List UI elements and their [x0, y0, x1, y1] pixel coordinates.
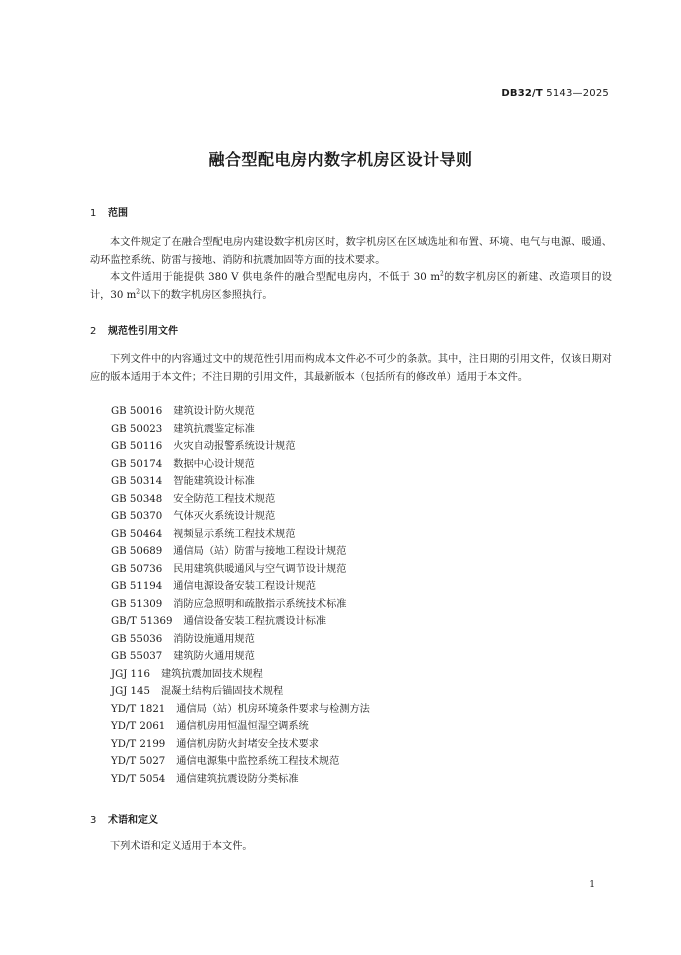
- standard-code: 5143—2025: [546, 88, 609, 99]
- reference-item: [111, 613, 370, 631]
- reference-item: [111, 701, 370, 719]
- reference-item: [111, 526, 370, 544]
- reference-item: [111, 421, 370, 439]
- reference-item: [111, 666, 370, 684]
- reference-item: [111, 508, 370, 526]
- reference-title: 智能建筑设计标准: [173, 476, 255, 487]
- reference-title: 建筑抗震鉴定标准: [173, 423, 255, 435]
- superscript: 2: [440, 270, 444, 278]
- reference-code: GB 50464: [111, 528, 163, 540]
- scope-text-b: 的数字机房区的新建、改造项目的设计，30 m: [90, 272, 612, 301]
- reference-title: 气体灭火系统设计规范: [173, 511, 276, 522]
- section-number: 2: [90, 326, 97, 337]
- reference-code: GB 51194: [111, 581, 163, 592]
- reference-title: 混凝土结构后锚固技术规程: [161, 686, 284, 697]
- section-number: 1: [90, 208, 97, 219]
- reference-title: 通信电源设备安装工程设计规范: [173, 581, 316, 592]
- reference-code: GB 50016: [111, 406, 163, 417]
- reference-title: 通信设备安装工程抗震设计标准: [183, 616, 327, 627]
- reference-title: 通信建筑抗震设防分类标准: [176, 773, 299, 785]
- reference-item: [111, 561, 370, 579]
- reference-title: 视频显示系统工程技术规范: [173, 528, 296, 540]
- reference-item: [111, 753, 370, 771]
- section-title: 规范性引用文件: [108, 326, 178, 337]
- reference-item: [111, 771, 370, 789]
- reference-item: [111, 718, 370, 736]
- reference-title: 建筑设计防火规范: [173, 406, 255, 417]
- section-heading-scope: [90, 204, 128, 219]
- reference-code: GB 51309: [111, 598, 163, 610]
- reference-item: [111, 491, 370, 509]
- scope-paragraph-2: [90, 269, 612, 304]
- reference-title: 建筑抗震加固技术规程: [161, 668, 263, 680]
- reference-code: GB 55037: [111, 651, 163, 662]
- reference-item: [111, 596, 370, 614]
- reference-title: 消防设施通用规范: [173, 633, 255, 645]
- reference-code: JGJ 145: [111, 686, 150, 697]
- section-heading-normative: [90, 322, 178, 337]
- reference-code: YD/T 2061: [111, 721, 166, 732]
- reference-item: [111, 736, 370, 754]
- reference-code: GB 50023: [111, 423, 163, 435]
- section-title: 术语和定义: [108, 815, 158, 826]
- reference-code: GB 50736: [111, 563, 163, 575]
- reference-title: 通信机房用恒温恒湿空调系统: [176, 721, 309, 732]
- reference-item: [111, 543, 370, 561]
- reference-title: 通信机房防火封堵安全技术要求: [176, 738, 319, 750]
- reference-code: JGJ 116: [111, 668, 150, 680]
- reference-item: [111, 631, 370, 649]
- reference-item: [111, 683, 370, 701]
- reference-code: GB 50689: [111, 546, 163, 557]
- reference-item: [111, 648, 370, 666]
- reference-item: [111, 578, 370, 596]
- reference-code: GB 50116: [111, 441, 163, 452]
- scope-text-a: 本文件适用于能提供 380 V 供电条件的融合型配电房内，不低于 30 m: [110, 272, 440, 283]
- reference-title: 建筑防火通用规范: [173, 651, 255, 662]
- section-number: 3: [90, 815, 97, 826]
- reference-code: GB 50174: [111, 458, 163, 470]
- reference-code: GB 50370: [111, 511, 163, 522]
- reference-title: 通信局（站）防雷与接地工程设计规范: [173, 546, 347, 557]
- reference-title: 火灾自动报警系统设计规范: [173, 441, 296, 452]
- reference-code: GB 50314: [111, 476, 163, 487]
- reference-code: GB 50348: [111, 493, 163, 505]
- reference-title: 通信电源集中监控系统工程技术规范: [176, 756, 340, 767]
- reference-code: YD/T 5054: [111, 773, 166, 785]
- reference-item: [111, 473, 370, 491]
- reference-code: GB/T 51369: [111, 616, 173, 627]
- scope-paragraph-1: 本文件规定了在融合型配电房内建设数字机房区时，数字机房区在区域选址和布置、环境、电气与电源、暖通、动环监控系统、防雷与接地、消防和抗震加固等方面的技术要求。: [90, 237, 612, 266]
- reference-code: YD/T 5027: [111, 756, 166, 767]
- page-number: 1: [589, 880, 595, 890]
- reference-code: YD/T 1821: [111, 703, 166, 715]
- terms-intro: 下列术语和定义适用于本文件。: [110, 841, 253, 852]
- normative-intro: 下列文件中的内容通过文中的规范性引用而构成本文件必不可少的条款。其中，注日期的引用文件，仅该日期对应的版本适用于本文件；不注日期的引用文件，其最新版本（包括所有的修改单）适用于本文件。: [90, 354, 612, 383]
- reference-code: YD/T 2199: [111, 738, 166, 750]
- reference-item: [111, 456, 370, 474]
- reference-item: [111, 438, 370, 456]
- reference-code: GB 55036: [111, 633, 163, 645]
- reference-title: 数据中心设计规范: [173, 458, 255, 470]
- scope-text-c: 以下的数字机房区参照执行。: [140, 289, 273, 301]
- reference-title: 通信局（站）机房环境条件要求与检测方法: [176, 703, 370, 715]
- reference-item: [111, 403, 370, 421]
- standard-number: [501, 88, 609, 99]
- superscript: 2: [136, 288, 141, 296]
- reference-title: 民用建筑供暖通风与空气调节设计规范: [173, 563, 347, 575]
- reference-title: 安全防范工程技术规范: [173, 493, 276, 505]
- section-title: 范围: [108, 208, 128, 219]
- reference-title: 消防应急照明和疏散指示系统技术标准: [173, 598, 347, 610]
- section-heading-terms: [90, 811, 158, 826]
- standard-prefix: DB32/T: [501, 88, 543, 99]
- document-title: 融合型配电房内数字机房区设计导则: [208, 150, 473, 169]
- reference-list: [111, 403, 370, 788]
